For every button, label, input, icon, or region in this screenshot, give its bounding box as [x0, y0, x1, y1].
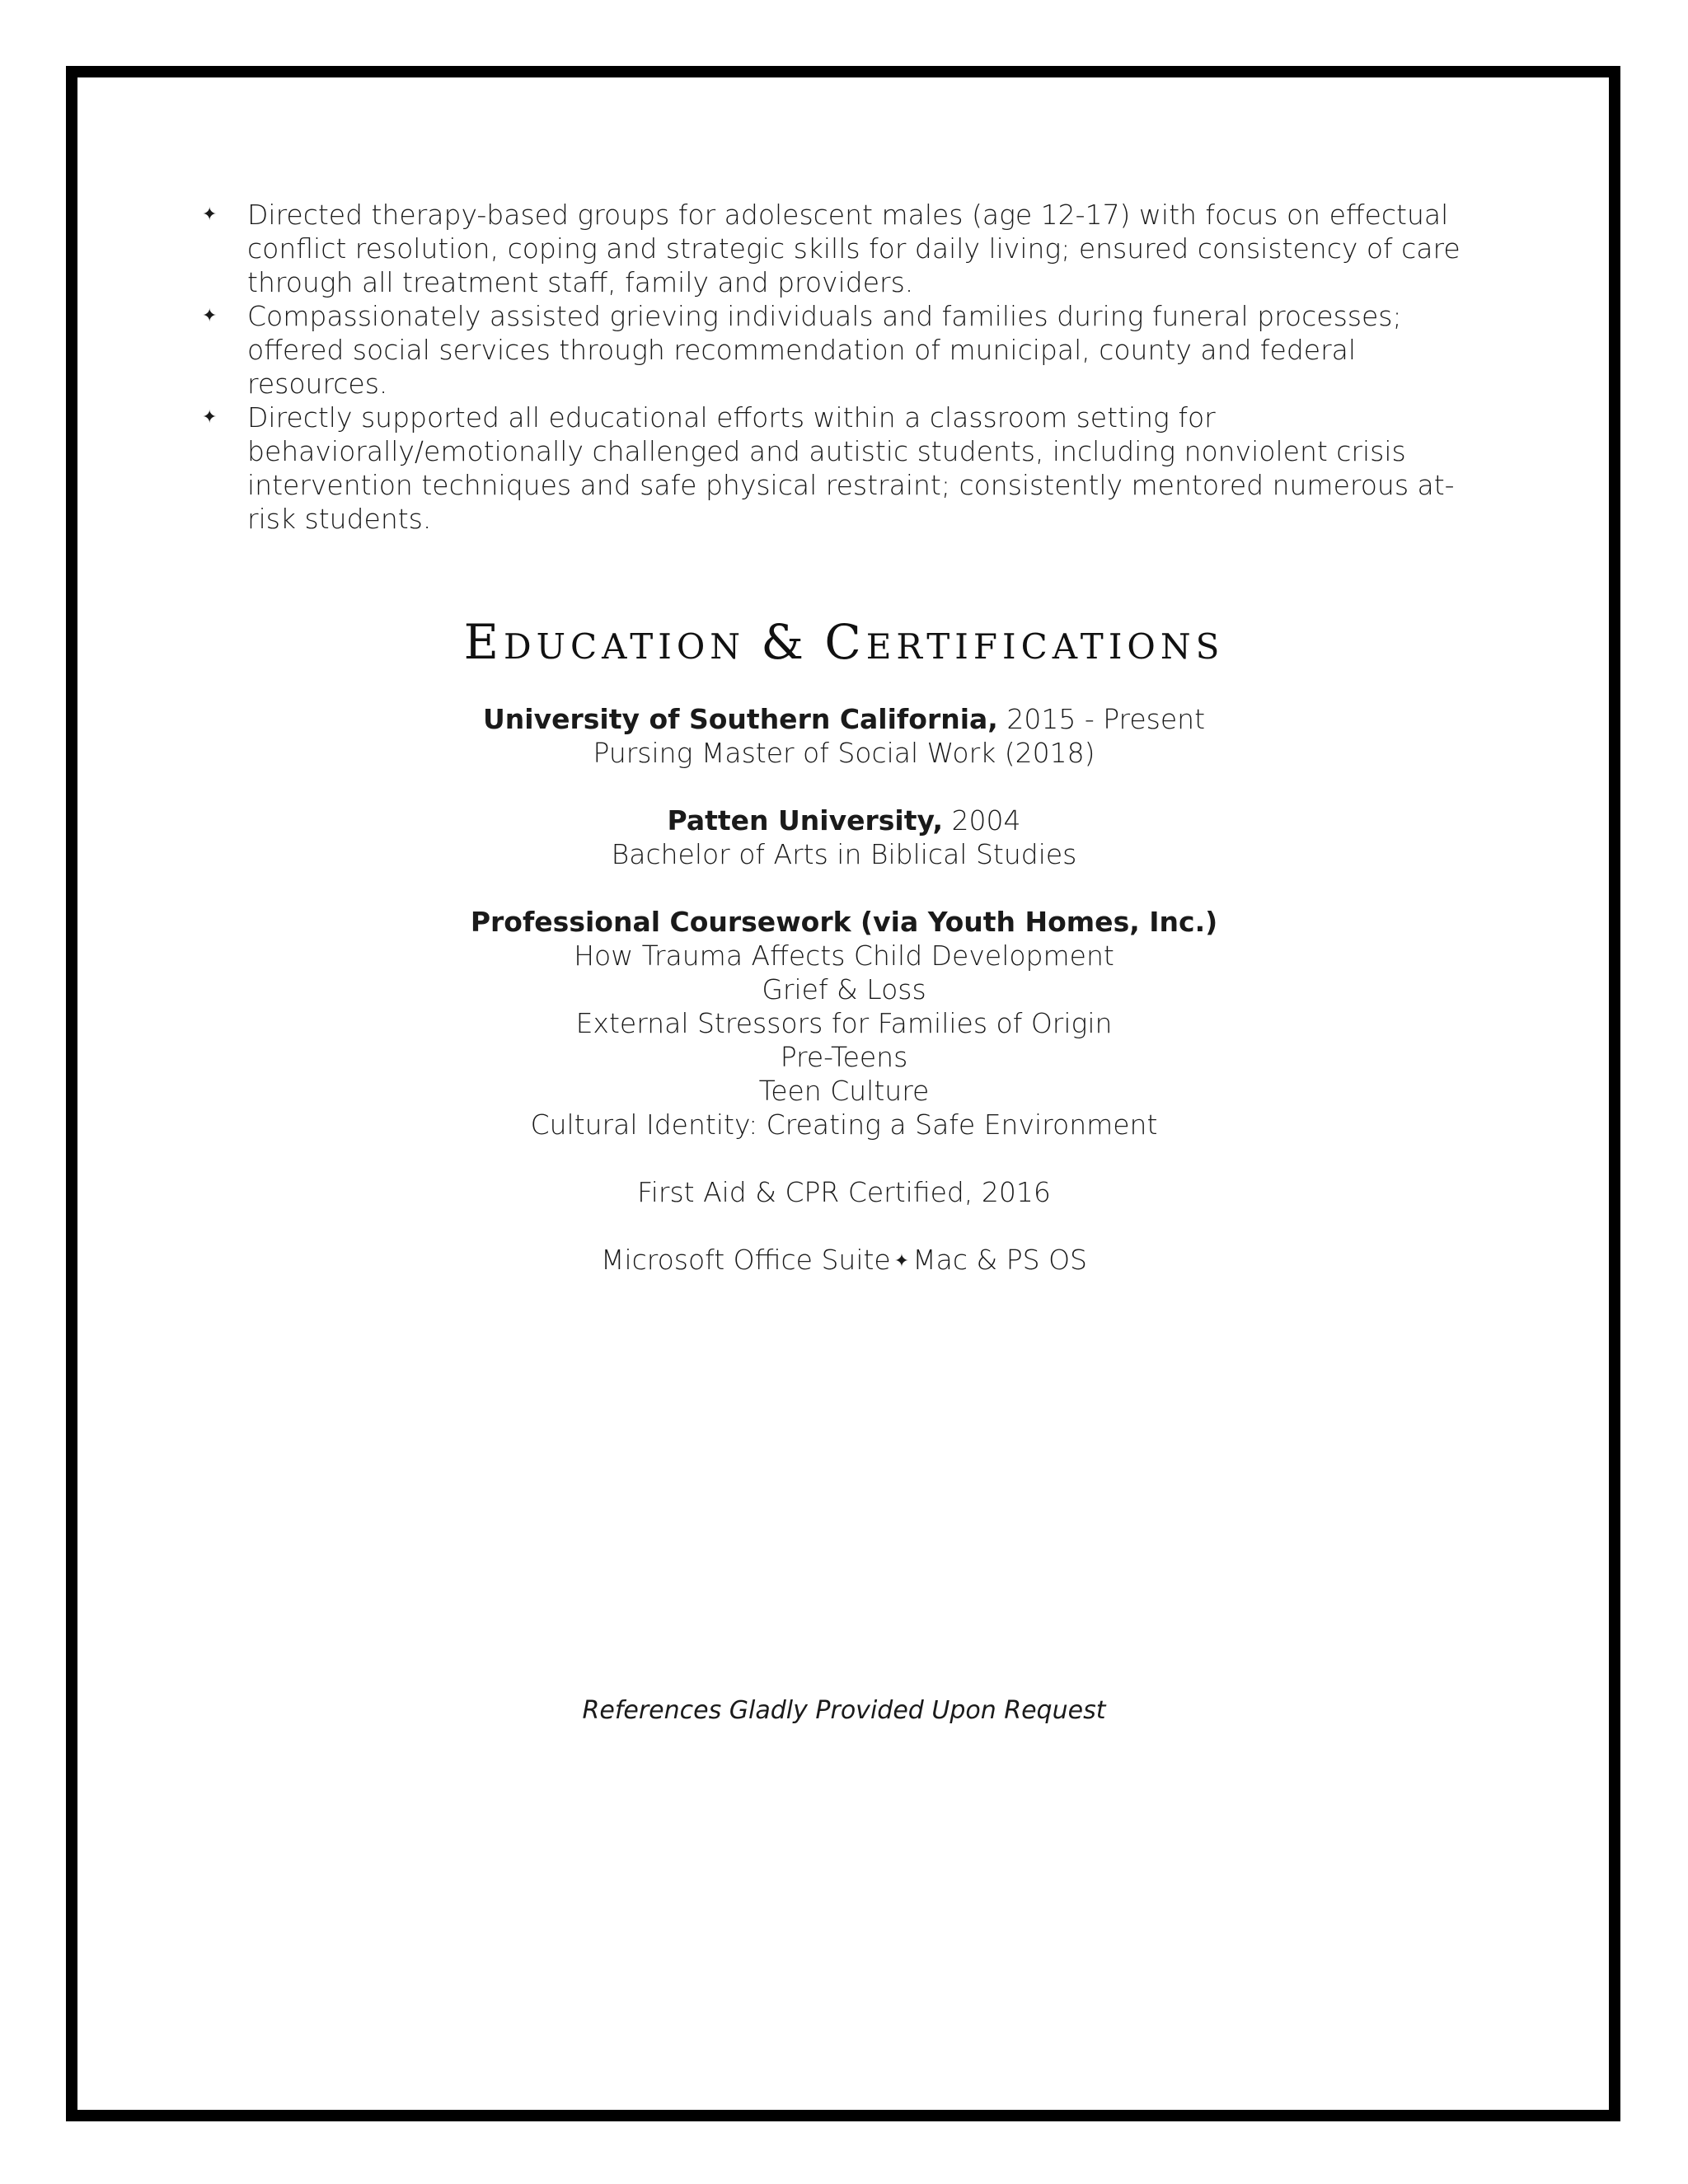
star-bullet-icon: ✦: [202, 407, 218, 428]
coursework-title: Professional Coursework (via Youth Homes, Inc.): [470, 906, 1218, 938]
star-bullet-icon: ✦: [202, 306, 218, 326]
course-item: External Stressors for Families of Origin: [575, 1007, 1113, 1039]
course-item: Cultural Identity: Creating a Safe Environment: [530, 1108, 1158, 1141]
course-item: Pre-Teens: [780, 1041, 908, 1073]
bullet-item: ✦ Compassionately assisted grieving individuals and families during funeral processes; offered social services through recommendation of municipal, county and federal resources.: [202, 300, 1402, 400]
usc-degree: Pursing Master of Social Work (2018): [593, 737, 1095, 769]
bullet-item: ✦ Directly supported all educational efforts within a classroom setting for behaviorally/emotionally challenged and autistic students, including nonviolent crisis intervention techniques and safe physical restraint; consistently mentored numerous at-risk students.: [202, 401, 1455, 535]
star-bullet-icon: ✦: [202, 204, 218, 225]
star-separator-icon: ✦: [893, 1251, 910, 1272]
bullet-item: ✦ Directed therapy-based groups for adolescent males (age 12-17) with focus on effectual conflict resolution, coping and strategic skills for daily living; ensured consistency of care through all treatment staff, family and providers.: [202, 199, 1461, 298]
patten-degree: Bachelor of Arts in Biblical Studies: [611, 838, 1077, 870]
experience-bullets: [202, 198, 1488, 536]
course-item: How Trauma Affects Child Development: [574, 940, 1114, 972]
skills-line: Microsoft Office Suite ✦ Mac & PS OS: [600, 1244, 1087, 1276]
patten-line: Patten University, 2004: [667, 804, 1021, 837]
course-item: Teen Culture: [758, 1075, 930, 1107]
education-section: [0, 702, 1688, 1278]
usc-line: University of Southern California, 2015 - Present: [482, 703, 1206, 735]
section-title: EDUCATION & CERTIFICATIONS: [463, 614, 1225, 670]
first-aid-cert: First Aid & CPR Certified, 2016: [637, 1176, 1051, 1208]
course-item: Grief & Loss: [762, 973, 926, 1005]
references-note: References Gladly Provided Upon Request: [582, 1696, 1106, 1725]
